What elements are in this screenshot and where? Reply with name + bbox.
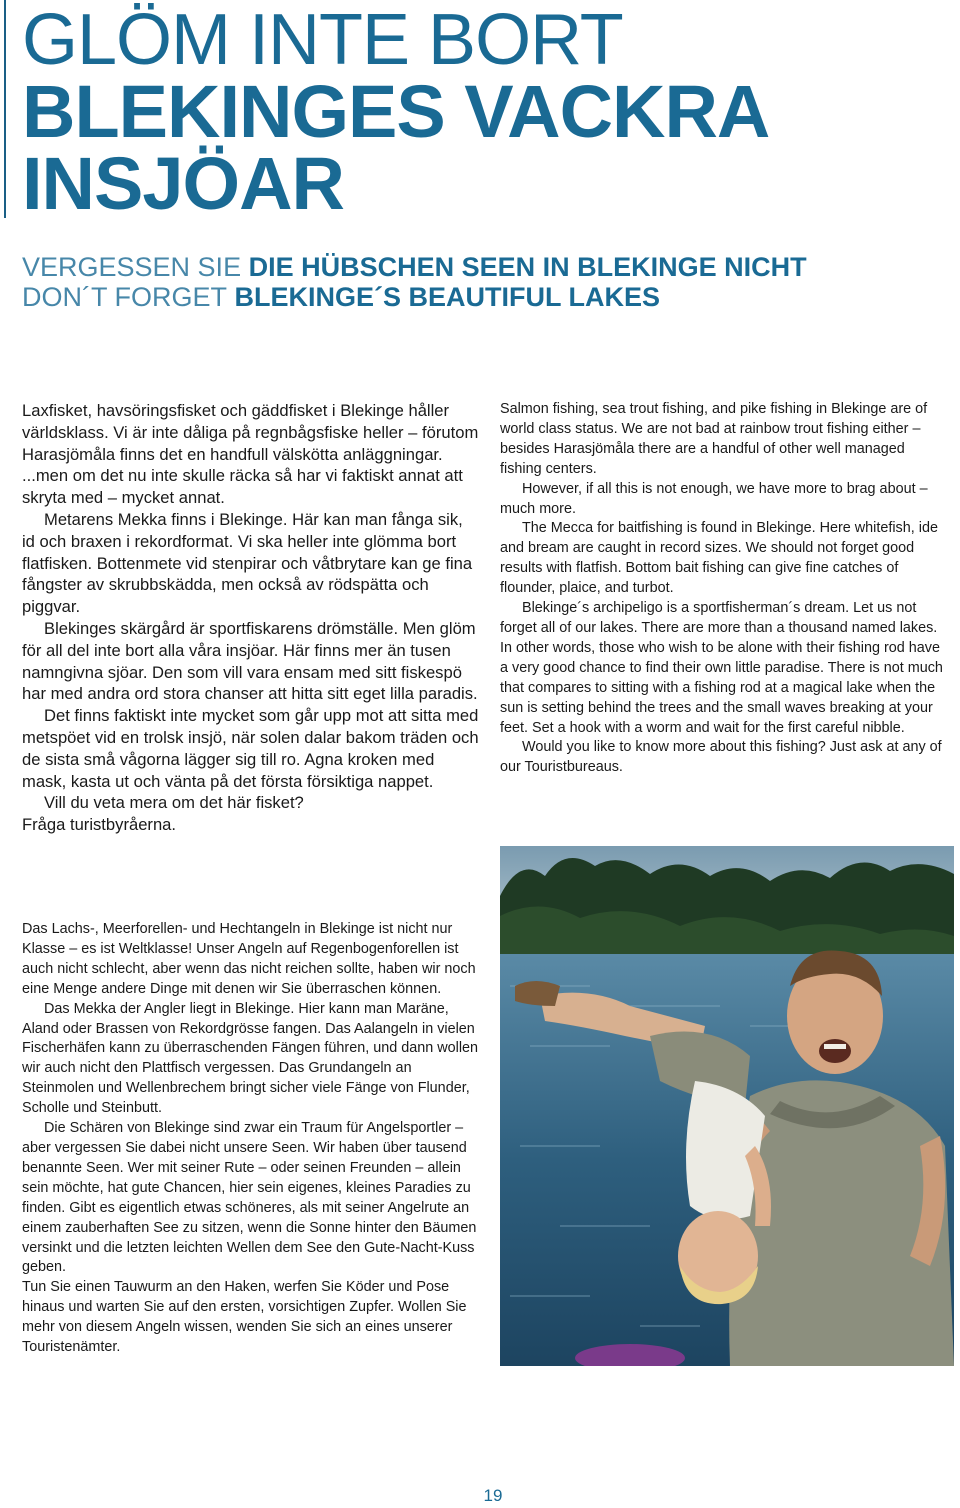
- german-text-column: [22, 920, 480, 1358]
- english-paragraph: Would you like to know more about this fishing? Just ask at any of our Touristbureaus.: [500, 739, 942, 776]
- subtitle-german-light: VERGESSEN SIE: [22, 252, 242, 282]
- page-number: 19: [483, 1486, 503, 1505]
- english-paragraph: However, if all this is not enough, we have more to brag about – much more.: [500, 480, 928, 517]
- english-text-column: [500, 400, 950, 778]
- title-accent-line: [4, 0, 6, 218]
- subtitle-german: [22, 252, 807, 282]
- swedish-paragraph: Fråga turistbyråerna.: [22, 815, 177, 835]
- lake-photo: [500, 846, 954, 1366]
- swedish-paragraph: Vill du veta mera om det här fisket?: [44, 793, 304, 813]
- german-paragraph: Tun Sie einen Tauwurm an den Haken, werfen Sie Köder und Pose hinaus und warten Sie auf den ersten, vorsichtigen Zupfer. Wollen Sie mehr von diesem Angeln wissen, wenden Sie sich an eines unserer Touristenämter.: [22, 1279, 467, 1356]
- swedish-paragraph: Blekinges skärgård är sportfiskarens drömställe. Men glöm för all del inte bort alla våra insjöar. Här finns mer än tusen namngivna sjöar. Den som vill vara ensam med sitt fiskespö har med andra ord stora chanser att hitta sitt eget lilla paradis.: [22, 618, 478, 704]
- swedish-paragraph: Det finns faktiskt inte mycket som går upp mot att sitta med metspöet vid en trolsk insjö, när solen dalar bakom träden och de sista små vågorna lägger sig till ro. Agna kroken med mask, kasta ut och vänta på det första försiktiga nappet.: [22, 706, 479, 791]
- english-paragraph: The Mecca for baitfishing is found in Blekinge. Here whitefish, ide and bream are caught in record sizes. We should not forget good results with flatfish. Bottom bait fishing can give fine catches of flounder, plaice, and turbot.: [500, 520, 938, 597]
- subtitle-english-bold: BLEKINGE´S BEAUTIFUL LAKES: [234, 282, 661, 312]
- title-line-1: GLÖM INTE BORT: [22, 0, 623, 80]
- german-paragraph: Das Mekka der Angler liegt in Blekinge. Hier kann man Maräne, Aland oder Brassen von Rekordgrösse fangen. Das Aalangeln in vielen Fischerhäfen kann zu überraschenden Fängen führen, und dann wollen wir auch nicht den Plattfisch vergessen. Das Grundangeln an Steinmolen und Wellenbrechem bringt sicher viele Fänge von Flunder, Scholle und Steinbutt.: [22, 1000, 479, 1117]
- english-paragraph: Salmon fishing, sea trout fishing, and pike fishing in Blekinge are of world class status. We are not bad at rainbow trout fishing either – besides Harasjömåla there are a handful of other well managed fishing centers.: [500, 401, 928, 477]
- subtitle-english-light: DON´T FORGET: [22, 282, 227, 312]
- lake-photo-illustration: [500, 846, 954, 1366]
- english-paragraph: Blekinge´s archipeligo is a sportfisherman´s dream. Let us not forget all of our lakes. There are more than a thousand named lakes. In other words, those who wish to be alone with their fishing rod have a very good chance to find their own little paradise. There is not much that compares to sitting with a fishing rod at a magical lake when the sun is setting behind the trees and the small waves breaking at your feet. Set a hook with a worm and wait for the first careful nibble.: [500, 600, 943, 736]
- swedish-paragraph: ...men om det nu inte skulle räcka så har vi faktiskt annat att skryta med – mycket annat.: [22, 466, 463, 508]
- german-paragraph: Das Lachs-, Meerforellen- und Hechtangeln in Blekinge ist nicht nur Klasse – es ist Weltklasse! Unser Angeln auf Regenbogenforellen ist auch nicht schlecht, aber wenn das nicht reichen sollte, haben wir noch eine Menge andere Dinge mit denen wir Sie überraschen können.: [22, 921, 476, 997]
- swedish-text-column: [22, 400, 480, 836]
- swedish-paragraph: Laxfisket, havsöringsfisket och gäddfisket i Blekinge håller världsklass. Vi är inte dåliga på regnbågsfiske heller – förutom Harasjömåla finns det en handfull välskötta anläggningar.: [22, 401, 479, 464]
- subtitle-german-bold: DIE HÜBSCHEN SEEN IN BLEKINGE NICHT: [248, 252, 807, 282]
- title-line-2: BLEKINGES VACKRA INSJÖAR: [22, 70, 767, 225]
- german-paragraph: Die Schären von Blekinge sind zwar ein Traum für Angelsportler – aber vergessen Sie dabei nicht unsere Seen. Wir haben über tausend benannte Seen. Wer mit seiner Rute – oder seinen Freunden – allein sein möchte, hat gute Chancen, hier sein eigenes, kleines Paradies zu finden. Gibt es eigentlich etwas schöneres, als mit seiner Angelrute an einem zauberhaften See zu sitzen, wenn die Sonne hinter den Bäumen versinkt und die letzten leichten Wellen dem See den Gute-Nacht-Kuss geben.: [22, 1120, 477, 1276]
- swedish-paragraph: Metarens Mekka finns i Blekinge. Här kan man fånga sik, id och braxen i rekordformat. Vi ska heller inte glömma bort flatfisken. Bottenmete vid stenpirar och våtbrytare kan ge fina fångster av skrubbskädda, men också av rödspätta och piggvar.: [22, 509, 473, 617]
- subtitle-english: [22, 282, 660, 312]
